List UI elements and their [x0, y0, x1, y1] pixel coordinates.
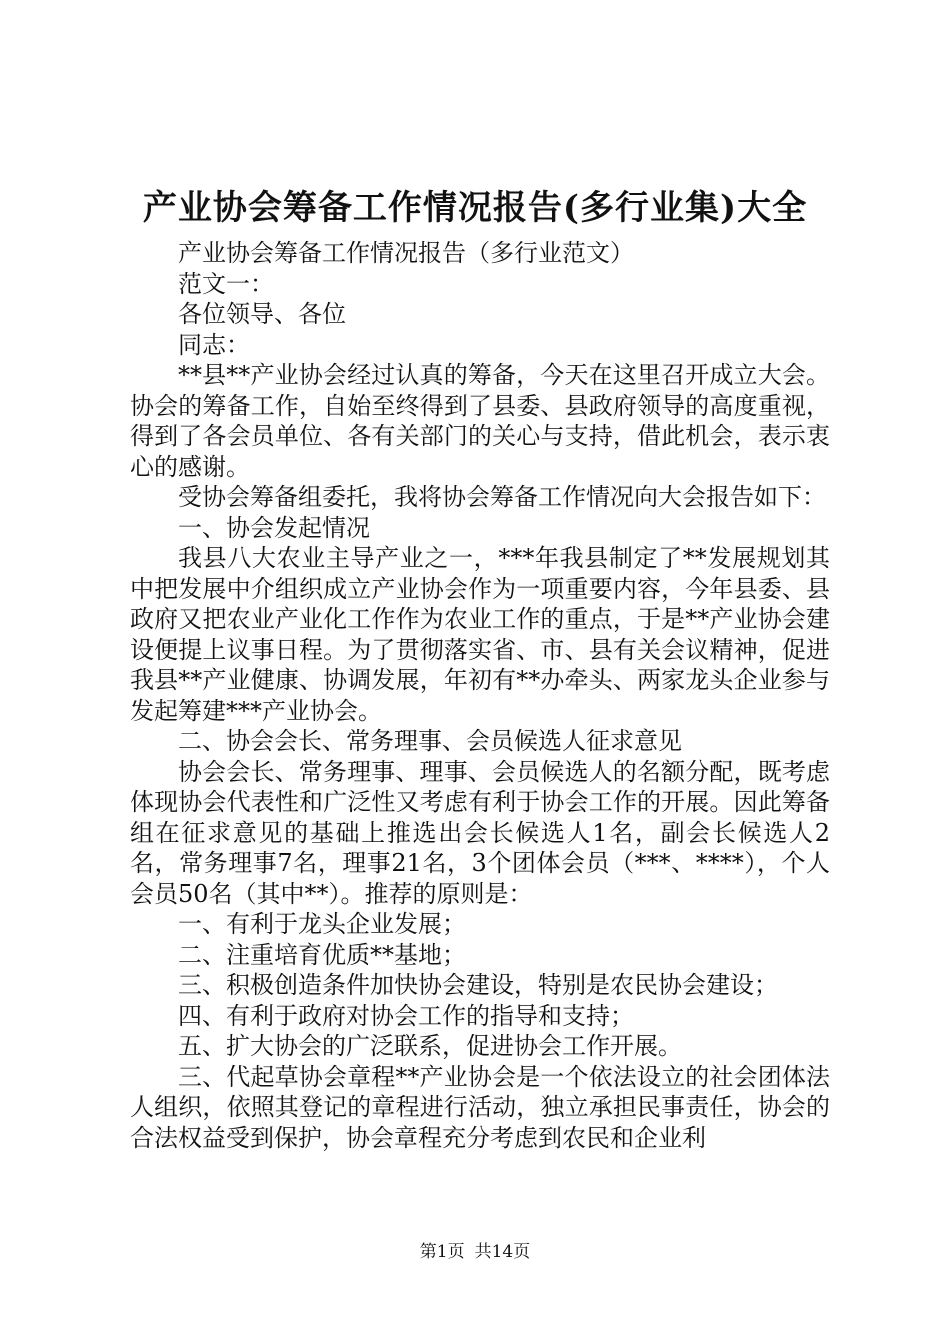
paragraph: 一、有利于龙头企业发展； — [178, 910, 466, 938]
paragraph: 各位领导、各位 — [178, 300, 346, 328]
paragraph: 二、协会会长、常务理事、会员候选人征求意见 — [178, 727, 682, 755]
paragraph: 产业协会筹备工作情况报告（多行业范文） — [178, 239, 634, 267]
page-number: 第1页 — [419, 1242, 465, 1262]
paragraph: 协会会长、常务理事、理事、会员候选人的名额分配，既考虑体现协会代表性和广泛性又考虑有利于协会工作的开展。因此筹备组在征求意见的基础上推选出会长候选人1名，副会长候选人2名，常务理事7名，理事21名，3个团体会员（***、****），个人会员50名（其中**）。推荐的原则是： — [130, 757, 830, 908]
paragraph: 三、代起草协会章程**产业协会是一个依法设立的社会团体法人组织，依照其登记的章程进行活动，独立承担民事责任，协会的合法权益受到保护，协会章程充分考虑到农民和企业利 — [130, 1062, 830, 1152]
paragraph: 我县八大农业主导产业之一，***年我县制定了**发展规划其中把发展中介组织成立产业协会作为一项重要内容，今年县委、县政府又把农业产业化工作作为农业工作的重点，于是**产业协会建设便提上议事日程。为了贯彻落实省、市、县有关会议精神，促进我县**产业健康、协调发展，年初有**办牵头、两家龙头企业参与发起筹建***产业协会。 — [130, 544, 830, 725]
paragraph: 五、扩大协会的广泛联系，促进协会工作开展。 — [178, 1032, 682, 1060]
paragraph: 受协会筹备组委托，我将协会筹备工作情况向大会报告如下： — [178, 483, 826, 511]
paragraph: 范文一： — [178, 269, 274, 298]
paragraph: **县**产业协会经过认真的筹备，今天在这里召开成立大会。协会的筹备工作，自始至终得到了县委、县政府领导的高度重视，得到了各会员单位、各有关部门的关心与支持，借此机会，表示衷心的感谢。 — [130, 361, 830, 481]
paragraph: 二、注重培育优质**基地； — [178, 940, 466, 969]
document-body — [130, 238, 830, 1153]
paragraph: 四、有利于政府对协会工作的指导和支持； — [178, 1001, 634, 1030]
paragraph: 三、积极创造条件加快协会建设，特别是农民协会建设； — [178, 971, 778, 999]
paragraph: 同志： — [178, 330, 250, 359]
page-footer — [0, 1240, 950, 1264]
page-total: 共14页 — [474, 1242, 531, 1262]
document-title: 产业协会筹备工作情况报告(多行业集)大全 — [142, 188, 808, 228]
paragraph: 一、协会发起情况 — [178, 513, 370, 542]
